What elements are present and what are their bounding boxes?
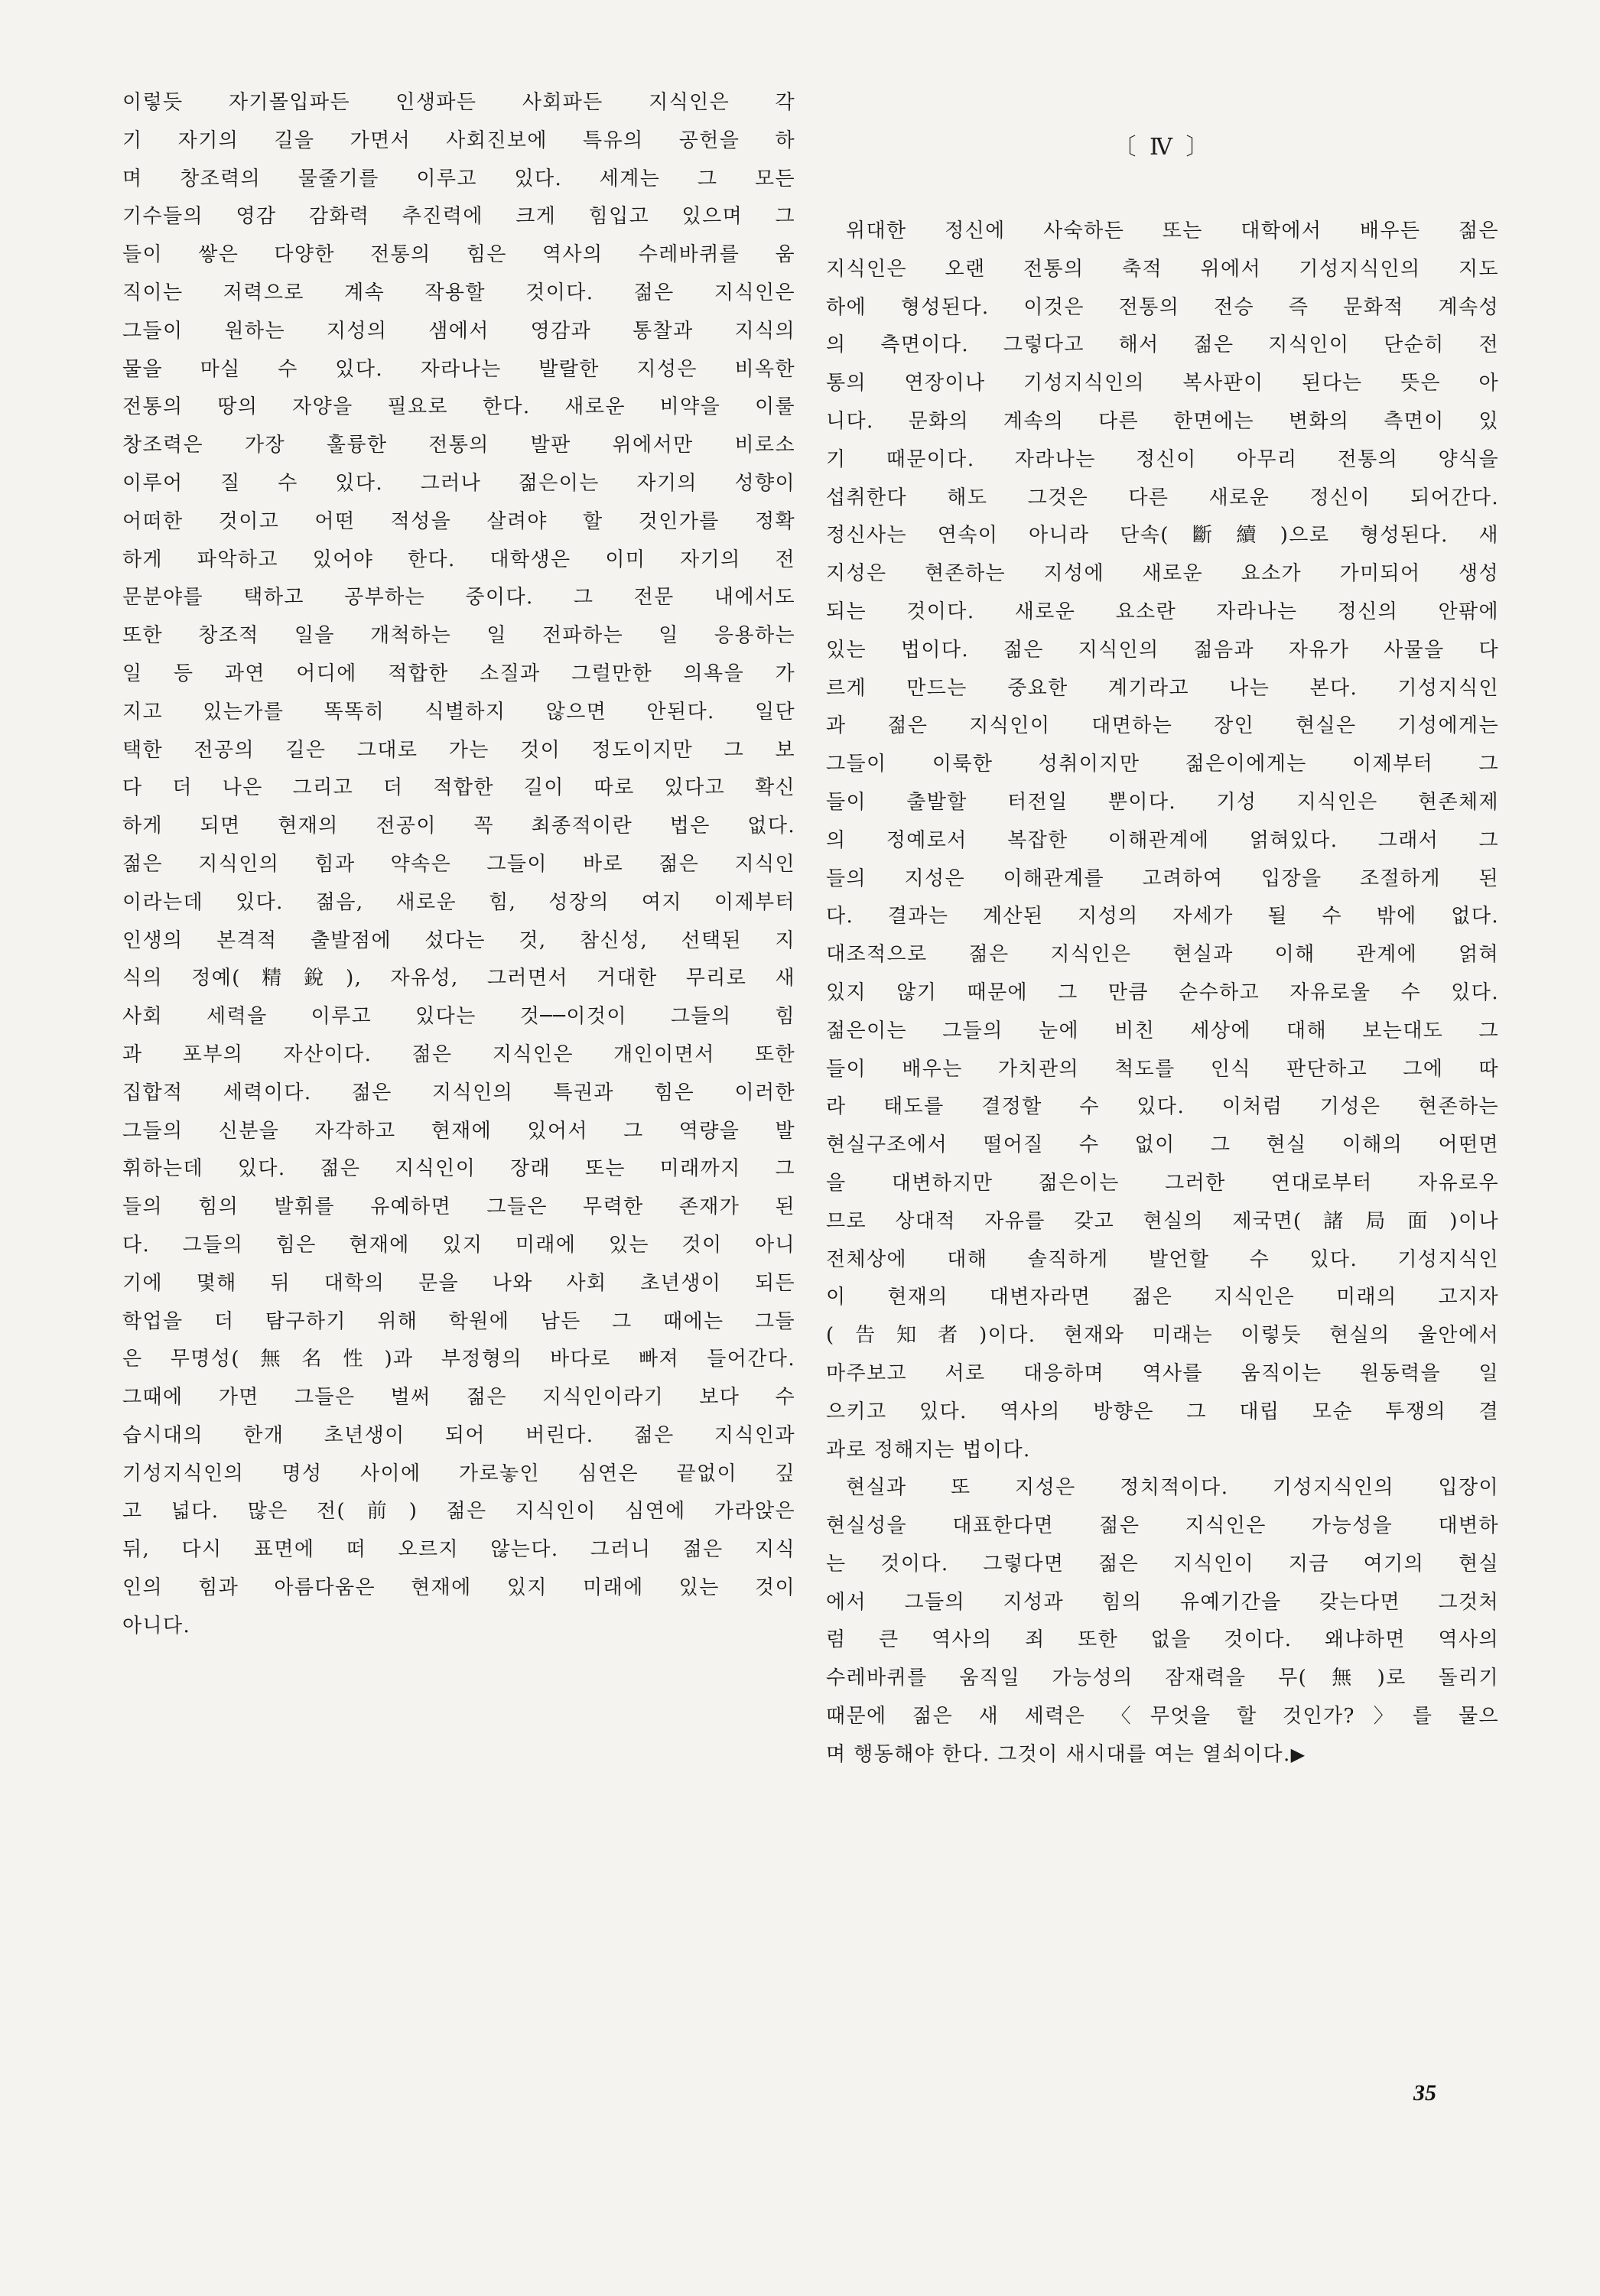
text-line: 르게 만드는 중요한 계기라고 나는 본다. 기성지식인	[826, 676, 1499, 700]
text-line: 들이 출발할 터전일 뿐이다. 기성 지식인은 현존체제	[826, 790, 1499, 814]
text-line: 인의 힘과 아름다움은 현재에 있지 미래에 있는 것이	[122, 1576, 795, 1600]
text-line: 다 더 나은 그리고 더 적합한 길이 따로 있다고 확신	[122, 776, 795, 800]
left-column-text	[122, 84, 795, 1646]
text-line: 니다. 문화의 계속의 다른 한면에는 변화의 측면이 있	[826, 409, 1499, 433]
text-line: 대조적으로 젊은 지식인은 현실과 이해 관계에 얽혀	[826, 943, 1499, 967]
text-line: 젊은이는 그들의 눈에 비친 세상에 대해 보는대도 그	[826, 1019, 1499, 1042]
text-line: 이 현재의 대변자라면 젊은 지식인은 미래의 고지자	[826, 1286, 1499, 1309]
text-line: 하게 파악하고 있어야 한다. 대학생은 이미 자기의 전	[122, 548, 795, 571]
text-line: 일 등 과연 어디에 적합한 소질과 그럴만한 의욕을 가	[122, 662, 795, 685]
text-line: 수레바퀴를 움직일 가능성의 잠재력을 무(無)로 돌리기	[826, 1667, 1499, 1690]
text-line: 섭취한다 해도 그것은 다른 새로운 정신이 되어간다.	[826, 486, 1499, 509]
right-paragraph-1	[826, 213, 1499, 1469]
text-line: 을 대변하지만 젊은이는 그러한 연대로부터 자유로우	[826, 1171, 1499, 1195]
text-line: 식의 정예(精銳), 자유성, 그러면서 거대한 무리로 새	[122, 967, 795, 990]
text-line: 또한 창조적 일을 개척하는 일 전파하는 일 응용하는	[122, 624, 795, 648]
text-line: 휘하는데 있다. 젊은 지식인이 장래 또는 미래까지 그	[122, 1157, 795, 1181]
text-line: 문분야를 택하고 공부하는 중이다. 그 전문 내에서도	[122, 586, 795, 610]
text-line: 은 무명성(無名性)과 부정형의 바다로 빠져 들어간다.	[122, 1348, 795, 1371]
text-line: 마주보고 서로 대응하며 역사를 움직이는 원동력을 일	[826, 1361, 1499, 1385]
text-line: 기성지식인의 명성 사이에 가로놓인 심연은 끝없이 깊	[122, 1462, 795, 1485]
text-line: 있지 않기 때문에 그 만큼 순수하고 자유로울 수 있다.	[826, 981, 1499, 1004]
text-line: 지식인은 오랜 전통의 축적 위에서 기성지식인의 지도	[826, 257, 1499, 281]
text-line: 는 것이다. 그렇다면 젊은 지식인이 지금 여기의 현실	[826, 1552, 1499, 1576]
text-line: 의 측면이다. 그렇다고 해서 젊은 지식인이 단순히 전	[826, 333, 1499, 357]
text-line: 직이는 저력으로 계속 작용할 것이다. 젊은 지식인은	[122, 281, 795, 304]
text-line: 과 포부의 자산이다. 젊은 지식인은 개인이면서 또한	[122, 1042, 795, 1066]
text-line: 기에 몇해 뒤 대학의 문을 나와 사회 초년생이 되든	[122, 1271, 795, 1295]
text-line: 사회 세력을 이루고 있다는 것──이것이 그들의 힘	[122, 1005, 795, 1029]
section-heading: 〔 Ⅳ 〕	[1113, 134, 1212, 161]
text-line: 현실구조에서 떨어질 수 없이 그 현실 이해의 어떤면	[826, 1133, 1499, 1157]
text-line: 정신사는 연속이 아니라 단속(斷續)으로 형성된다. 새	[826, 524, 1499, 548]
text-line: 있는 법이다. 젊은 지식인의 젊음과 자유가 사물을 다	[826, 638, 1499, 662]
text-line: 택한 전공의 길은 그대로 가는 것이 정도이지만 그 보	[122, 738, 795, 762]
text-line: 다. 그들의 힘은 현재에 있지 미래에 있는 것이 아니	[122, 1233, 795, 1257]
text-line: 되는 것이다. 새로운 요소란 자라나는 정신의 안팎에	[826, 600, 1499, 623]
text-line: 현실성을 대표한다면 젊은 지식인은 가능성을 대변하	[826, 1514, 1499, 1538]
text-line: 젊은 지식인의 힘과 약속은 그들이 바로 젊은 지식인	[122, 852, 795, 876]
text-line: (告知者)이다. 현재와 미래는 이렇듯 현실의 울안에서	[826, 1324, 1499, 1348]
text-line: 들이 배우는 가치관의 척도를 인식 판단하고 그에 따	[826, 1057, 1499, 1081]
text-line: 으키고 있다. 역사의 방향은 그 대립 모순 투쟁의 결	[826, 1400, 1499, 1423]
text-line: 그들의 신분을 자각하고 현재에 있어서 그 역량을 발	[122, 1119, 795, 1143]
text-line: 하에 형성된다. 이것은 전통의 전승 즉 문화적 계속성	[826, 295, 1499, 319]
text-line: 과로 정해지는 법이다.	[826, 1438, 1031, 1462]
text-line: 에서 그들의 지성과 힘의 유예기간을 갖는다면 그것처	[826, 1590, 1499, 1614]
text-line: 들의 힘의 발휘를 유예하면 그들은 무력한 존재가 된	[122, 1195, 795, 1219]
end-mark-icon: ▶	[1290, 1743, 1306, 1765]
text-line: 그때에 가면 그들은 벌써 젊은 지식인이라기 보다 수	[122, 1386, 795, 1410]
text-line: 물을 마실 수 있다. 자라나는 발랄한 지성은 비옥한	[122, 357, 795, 381]
text-line: 습시대의 한개 초년생이 되어 버린다. 젊은 지식인과	[122, 1423, 795, 1447]
text-line: 아니다.	[122, 1614, 191, 1637]
text-line: 의 정예로서 복잡한 이해관계에 얽혀있다. 그래서 그	[826, 828, 1499, 852]
text-line: 현실과 또 지성은 정치적이다. 기성지식인의 입장이	[846, 1476, 1499, 1500]
text-line: 기수들의 영감 감화력 추진력에 크게 힘입고 있으며 그	[122, 205, 795, 229]
text-line: 뒤, 다시 표면에 떠 오르지 않는다. 그러니 젊은 지식	[122, 1538, 795, 1562]
text-line: 통의 연장이나 기성지식인의 복사판이 된다는 뜻은 아	[826, 372, 1499, 395]
text-line: 기 때문이다. 자라나는 정신이 아무리 전통의 양식을	[826, 447, 1499, 471]
right-column	[826, 84, 1499, 1774]
text-line: 지고 있는가를 똑똑히 식별하지 않으면 안된다. 일단	[122, 700, 795, 724]
text-line: 하게 되면 현재의 전공이 꼭 최종적이란 법은 없다.	[122, 815, 795, 838]
text-line: 므로 상대적 자유를 갖고 현실의 제국면(諸局面)이나	[826, 1209, 1499, 1233]
text-line: 들이 쌓은 다양한 전통의 힘은 역사의 수레바퀴를 움	[122, 243, 795, 267]
text-line: 며 창조력의 물줄기를 이루고 있다. 세계는 그 모든	[122, 167, 795, 190]
text-line: 집합적 세력이다. 젊은 지식인의 특권과 힘은 이러한	[122, 1081, 795, 1104]
text-line: 전체상에 대해 솔직하게 발언할 수 있다. 기성지식인	[826, 1247, 1499, 1271]
text-line: 들의 지성은 이해관계를 고려하여 입장을 조절하게 된	[826, 867, 1499, 890]
right-paragraph-2	[826, 1469, 1499, 1774]
text-line: 학업을 더 탐구하기 위해 학원에 남든 그 때에는 그들	[122, 1309, 795, 1333]
text-line: 그들이 원하는 지성의 샘에서 영감과 통찰과 지식의	[122, 319, 795, 343]
left-column	[122, 84, 795, 1646]
text-line: 이렇듯 자기몰입파든 인생파든 사회파든 지식인은 각	[122, 91, 795, 114]
text-line: 위대한 정신에 사숙하든 또는 대학에서 배우든 젊은	[846, 220, 1499, 242]
text-line: 인생의 본격적 출발점에 섰다는 것, 참신성, 선택된 지	[122, 928, 795, 952]
text-line: 창조력은 가장 훌륭한 전통의 발판 위에서만 비로소	[122, 434, 795, 457]
text-line: 고 넓다. 많은 전(前) 젊은 지식인이 심연에 가라앉은	[122, 1500, 795, 1524]
text-line: 때문에 젊은 새 세력은 〈무엇을 할 것인가?〉를 물으	[826, 1705, 1499, 1729]
text-line: 어떠한 것이고 어떤 적성을 살려야 할 것인가를 정확	[122, 509, 795, 533]
text-line: 며 행동해야 한다. 그것이 새시대를 여는 열쇠이다.▶	[826, 1742, 1306, 1766]
text-line: 전통의 땅의 자양을 필요로 한다. 새로운 비약을 이룰	[122, 395, 795, 419]
text-line: 라 태도를 결정할 수 있다. 이처럼 기성은 현존하는	[826, 1095, 1499, 1119]
text-line: 과 젊은 지식인이 대면하는 장인 현실은 기성에게는	[826, 714, 1499, 738]
text-line: 럼 큰 역사의 죄 또한 없을 것이다. 왜냐하면 역사의	[826, 1628, 1499, 1652]
text-line: 그들이 이룩한 성취이지만 젊은이에게는 이제부터 그	[826, 753, 1499, 776]
page-number: 35	[1413, 2080, 1436, 2106]
text-line: 이라는데 있다. 젊음, 새로운 힘, 성장의 여지 이제부터	[122, 890, 795, 914]
text-line: 이루어 질 수 있다. 그러나 젊은이는 자기의 성향이	[122, 471, 795, 495]
text-line: 기 자기의 길을 가면서 사회진보에 특유의 공헌을 하	[122, 128, 795, 152]
text-line: 지성은 현존하는 지성에 새로운 요소가 가미되어 생성	[826, 562, 1499, 586]
text-line: 다. 결과는 계산된 지성의 자세가 될 수 밖에 없다.	[826, 905, 1499, 928]
